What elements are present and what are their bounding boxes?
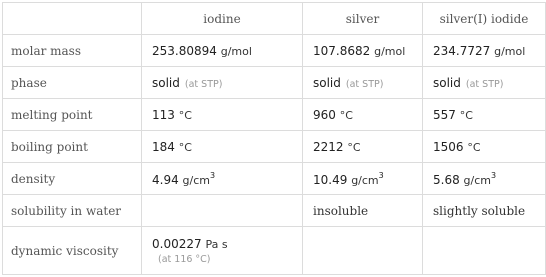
value-text: 107.8682 <box>313 43 371 58</box>
cell-value <box>423 227 546 275</box>
row-label-dynamic-viscosity: dynamic viscosity <box>3 227 142 275</box>
cell-value <box>303 227 423 275</box>
unit-exponent: 3 <box>491 170 497 180</box>
cell-value <box>303 195 423 227</box>
corner-cell <box>3 3 142 35</box>
value-text: 253.80894 <box>152 43 217 58</box>
cell-value <box>142 163 303 195</box>
table-row <box>3 67 546 99</box>
condition-note: (at STP) <box>345 78 384 90</box>
cell-value <box>142 227 303 275</box>
unit-exponent: 3 <box>378 170 384 180</box>
value-text: solid <box>152 75 180 90</box>
row-label-melting-point: melting point <box>3 99 142 131</box>
value-text: 10.49 <box>313 172 348 187</box>
cell-value <box>142 131 303 163</box>
table-row <box>3 131 546 163</box>
row-label-phase: phase <box>3 67 142 99</box>
cell-value <box>423 195 546 227</box>
value-text: 5.68 <box>433 172 460 187</box>
cell-value <box>423 67 546 99</box>
unit-text: °C <box>459 108 473 122</box>
table-row <box>3 99 546 131</box>
value-text: insoluble <box>313 203 369 218</box>
unit-text: g/cm <box>463 173 491 187</box>
condition-note: (at STP) <box>184 78 223 90</box>
table-row <box>3 227 546 275</box>
cell-value <box>142 195 303 227</box>
column-header-silver: silver <box>303 3 423 35</box>
unit-text: g/cm <box>351 173 379 187</box>
unit-text: °C <box>178 108 192 122</box>
value-text: 234.7727 <box>433 43 491 58</box>
unit-exponent: 3 <box>210 170 216 180</box>
table-header-row <box>3 3 546 35</box>
cell-value <box>423 163 546 195</box>
row-label-density: density <box>3 163 142 195</box>
unit-text: °C <box>467 140 481 154</box>
cell-value <box>423 99 546 131</box>
unit-text: g/mol <box>374 44 406 58</box>
cell-value <box>142 35 303 67</box>
value-text: 960 <box>313 107 336 122</box>
unit-text: °C <box>339 108 353 122</box>
value-text: 2212 <box>313 139 344 154</box>
cell-value <box>142 67 303 99</box>
table-row <box>3 163 546 195</box>
column-header-silver-iodide: silver(I) iodide <box>423 3 546 35</box>
cell-value <box>303 35 423 67</box>
unit-text: Pa s <box>205 237 228 251</box>
value-text: slightly soluble <box>433 203 526 218</box>
cell-value <box>142 99 303 131</box>
row-label-solubility-in-water: solubility in water <box>3 195 142 227</box>
unit-text: °C <box>178 140 192 154</box>
cell-value <box>423 131 546 163</box>
row-label-molar-mass: molar mass <box>3 35 142 67</box>
condition-note: (at 116 °C) <box>158 253 211 265</box>
value-text: solid <box>313 75 341 90</box>
unit-text: °C <box>347 140 361 154</box>
unit-text: g/cm <box>182 173 210 187</box>
cell-value <box>303 131 423 163</box>
value-text: 557 <box>433 107 456 122</box>
condition-note: (at STP) <box>465 78 504 90</box>
value-text: 4.94 <box>152 172 179 187</box>
value-text: 184 <box>152 139 175 154</box>
value-text: 1506 <box>433 139 464 154</box>
unit-text: g/mol <box>220 44 252 58</box>
unit-text: g/mol <box>494 44 526 58</box>
column-header-iodine: iodine <box>142 3 303 35</box>
cell-value <box>303 67 423 99</box>
cell-value <box>303 99 423 131</box>
properties-table <box>2 2 546 275</box>
cell-value <box>303 163 423 195</box>
table-row <box>3 35 546 67</box>
value-text: 113 <box>152 107 175 122</box>
cell-value <box>423 35 546 67</box>
value-text: 0.00227 <box>152 236 202 251</box>
value-text: solid <box>433 75 461 90</box>
table-row <box>3 195 546 227</box>
row-label-boiling-point: boiling point <box>3 131 142 163</box>
